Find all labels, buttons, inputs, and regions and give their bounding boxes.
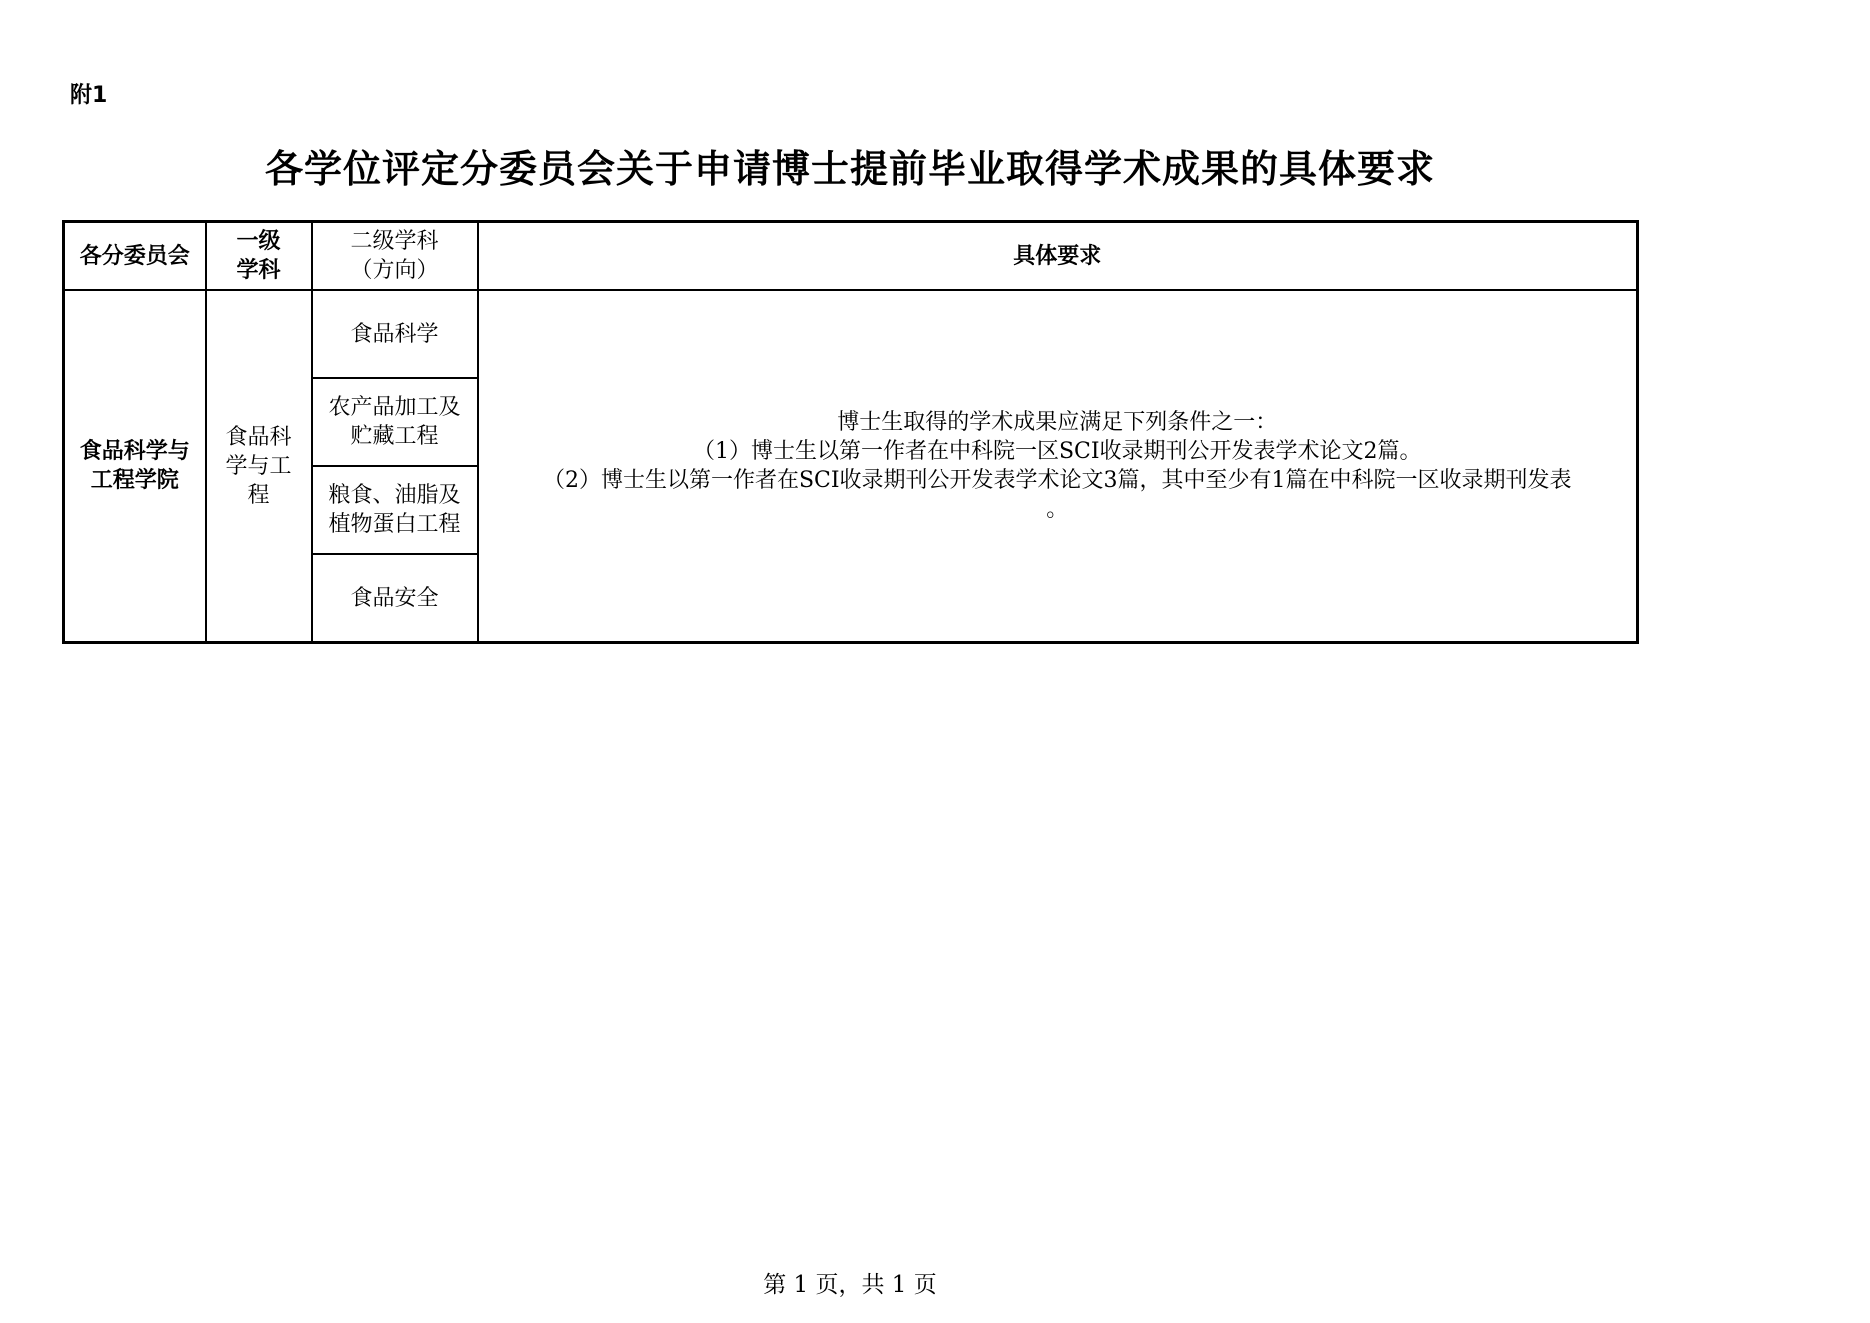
header-level1-line2: 学科: [236, 257, 281, 283]
level1-line3: 程: [247, 482, 270, 508]
page-footer: 第 1 页，共 1 页: [763, 1272, 937, 1298]
sub-discipline-cell: [312, 554, 478, 643]
sub-discipline-cell: [312, 378, 478, 466]
committee-cell: [64, 290, 206, 643]
attachment-label: 附1: [70, 83, 108, 108]
header-level2-line2: （方向）: [350, 258, 439, 283]
table-row: [64, 290, 1638, 378]
document-title: 各学位评定分委员会关于申请博士提前毕业取得学术成果的具体要求: [264, 147, 1435, 191]
sub-discipline-line1: 农产品加工及: [328, 395, 461, 420]
header-requirements: 具体要求: [478, 222, 1638, 291]
requirement-line: （2）博士生以第一作者在SCI收录期刊公开发表学术论文3篇，其中至少有1篇在中科院一区收录期刊发表: [542, 468, 1572, 493]
requirements-cell: [478, 290, 1638, 643]
header-level1-line1: 一级: [236, 228, 281, 254]
committee-line1: 食品科学与: [79, 439, 190, 464]
level1-discipline-cell: [206, 290, 312, 643]
sub-discipline-line1: 粮食、油脂及: [328, 483, 461, 508]
header-level2-discipline: [312, 222, 478, 291]
table-header-row: [64, 222, 1638, 291]
sub-discipline-cell: [312, 466, 478, 554]
requirement-line: （1）博士生以第一作者在中科院一区SCI收录期刊公开发表学术论文2篇。: [692, 439, 1422, 464]
sub-discipline-line2: 贮藏工程: [350, 424, 439, 449]
requirement-line: 博士生取得的学术成果应满足下列条件之一：: [837, 410, 1278, 435]
committee-line2: 工程学院: [90, 468, 179, 493]
header-level2-line1: 二级学科: [350, 229, 439, 254]
header-level1-discipline: [206, 222, 312, 291]
sub-discipline-cell: [312, 290, 478, 378]
level1-line2: 学与工: [225, 453, 292, 479]
requirements-table: [62, 220, 1639, 644]
level1-line1: 食品科: [225, 424, 292, 450]
requirement-line: 。: [1046, 497, 1069, 522]
header-committee: 各分委员会: [64, 222, 206, 291]
sub-discipline-line1: 食品科学: [350, 321, 439, 347]
sub-discipline-line1: 食品安全: [350, 585, 439, 611]
sub-discipline-line2: 植物蛋白工程: [328, 512, 461, 537]
